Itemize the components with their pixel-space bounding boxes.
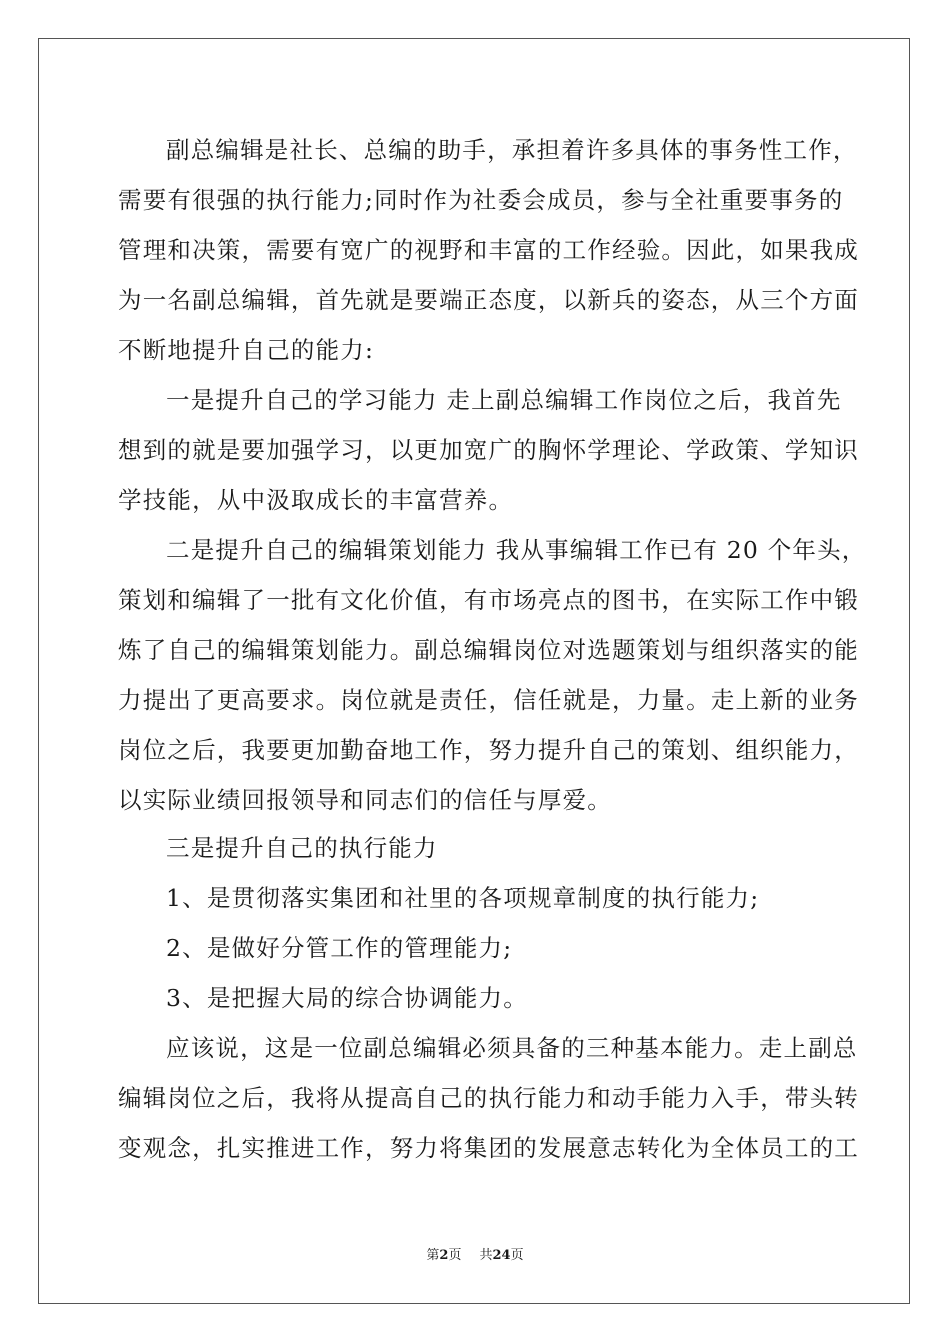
text-line: 想到的就是要加强学习，以更加宽广的胸怀学理论、学政策、学知识: [118, 436, 859, 464]
text-line: 变观念，扎实推进工作，努力将集团的发展意志转化为全体员工的工: [118, 1134, 859, 1162]
total-label-prefix: 共: [479, 1248, 493, 1263]
text-line: 以实际业绩回报领导和同志们的信任与厚爱。: [118, 786, 612, 814]
text-line: 需要有很强的执行能力;同时作为社委会成员，参与全社重要事务的: [118, 186, 844, 214]
total-pages: 24: [492, 1248, 511, 1263]
text-line: 学技能，从中汲取成长的丰富营养。: [118, 486, 514, 514]
text-line: 应该说，这是一位副总编辑必须具备的三种基本能力。走上副总: [166, 1034, 858, 1062]
text-line: 不断地提升自己的能力:: [118, 336, 375, 364]
text-line: 副总编辑是社长、总编的助手，承担着许多具体的事务性工作，: [166, 136, 858, 164]
page-border: [38, 38, 910, 1304]
page-number: 2: [439, 1248, 449, 1263]
page-label-suffix: 页: [448, 1248, 462, 1263]
text-line: 炼了自己的编辑策划能力。副总编辑岗位对选题策划与组织落实的能: [118, 636, 859, 664]
list-item: 1、是贯彻落实集团和社里的各项规章制度的执行能力;: [166, 884, 760, 912]
total-label-suffix: 页: [510, 1248, 524, 1263]
page-label-prefix: 第: [426, 1248, 440, 1263]
text-line: 为一名副总编辑，首先就是要端正态度，以新兵的姿态，从三个方面: [118, 286, 859, 314]
text-line: 二是提升自己的编辑策划能力 我从事编辑工作已有 20 个年头，: [166, 536, 867, 564]
list-item: 2、是做好分管工作的管理能力;: [166, 934, 513, 962]
list-item: 3、是把握大局的综合协调能力。: [166, 984, 528, 1012]
text-line: 策划和编辑了一批有文化价值，有市场亮点的图书，在实际工作中锻: [118, 586, 859, 614]
page-footer: [0, 1247, 950, 1265]
text-line: 三是提升自己的执行能力: [166, 834, 438, 862]
text-line: 岗位之后，我要更加勤奋地工作，努力提升自己的策划、组织能力，: [118, 736, 859, 764]
text-line: 编辑岗位之后，我将从提高自己的执行能力和动手能力入手，带头转: [118, 1084, 859, 1112]
text-line: 管理和决策，需要有宽广的视野和丰富的工作经验。因此，如果我成: [118, 236, 859, 264]
text-line: 力提出了更高要求。岗位就是责任，信任就是，力量。走上新的业务: [118, 686, 859, 714]
text-line: 一是提升自己的学习能力 走上副总编辑工作岗位之后，我首先: [166, 386, 842, 414]
